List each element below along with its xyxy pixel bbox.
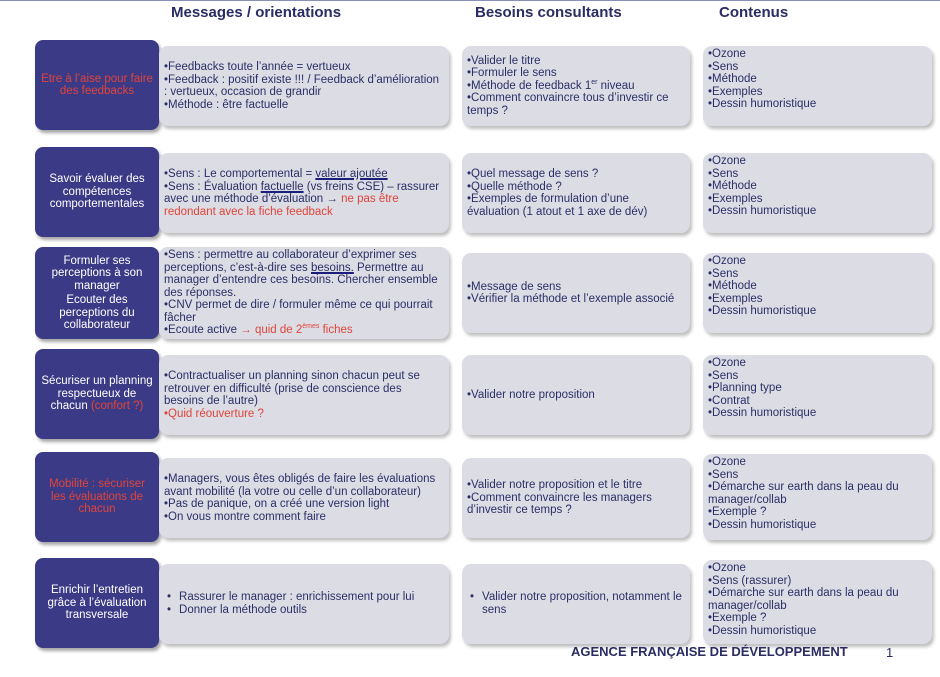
besoin-item: •Méthode de feedback 1er niveau (467, 78, 635, 92)
contenu-item: •Exemples (708, 192, 763, 205)
row-label (35, 349, 159, 439)
message-item: •Pas de panique, on a créé une version light (164, 498, 390, 510)
row-label-text: Enrichir l’entretien grâce à l’évaluation transversale (47, 584, 147, 622)
message-item: •Ecoute active → quid de 2èmes fiches (164, 323, 353, 337)
besoin-item: •Exemples de formulation d’une évaluation (1 atout et 1 axe de dév) (467, 193, 648, 218)
top-rule (0, 0, 940, 1)
message-item: •Sens : Évaluation factuelle (vs freins CSE) – rassurer avec une méthode d’évaluation → ne pas être redondant avec la fiche feedback (164, 180, 440, 218)
besoins-box (462, 153, 690, 233)
contenus-box (703, 153, 932, 233)
header-besoins: Besoins consultants (475, 4, 622, 21)
messages-box (159, 46, 449, 126)
header-contenus: Contenus (719, 4, 789, 21)
contenu-item: •Planning type (708, 382, 782, 394)
contenus-box (703, 355, 932, 435)
besoin-item: •Formuler le sens (467, 67, 557, 80)
footer-organization: AGENCE FRANÇAISE DE DÉVELOPPEMENT (571, 644, 848, 659)
message-item: •CNV permet de dire / formuler même ce qui pourrait fâcher (164, 299, 433, 324)
messages-box (159, 355, 449, 435)
row-label (35, 452, 159, 542)
besoin-item: •Comment convaincre tous d’investir ce temps ? (467, 92, 669, 117)
message-item: •Managers, vous êtes obligés de faire les évaluations avant mobilité (la votre ou celle d’un collaborateur) (164, 473, 436, 498)
besoin-item: •Valider notre proposition (467, 388, 595, 401)
contenu-item: •Dessin humoristique (708, 205, 817, 217)
message-item: •Feedbacks toute l’année = vertueux (164, 61, 351, 73)
messages-box (159, 458, 449, 538)
message-item: •Sens : Le comportemental = valeur ajoutée (164, 168, 388, 180)
message-item: •Sens : permettre au collaborateur d’exprimer ses perceptions, c’est-à-dire ses besoins. Permettre au manager d’entendre ces besoins. Chercher ensemble des réponses. (164, 249, 438, 299)
row-label-text: Etre à l’aise pour faire des feedbacks (41, 72, 153, 97)
besoin-item: •Quelle méthode ? (467, 180, 562, 193)
message-item: •Feedback : positif existe !!! / Feedback d’amélioration : vertueux, occasion de grandir (164, 73, 440, 98)
contenus-box (703, 454, 932, 540)
row-label-text: Mobilité : sécuriser les évaluations de chacun (49, 478, 145, 516)
contenu-item: •Contrat (708, 394, 750, 407)
row-label (35, 247, 159, 339)
header-messages: Messages / orientations (171, 4, 342, 21)
contenu-item: •Ozone (708, 255, 746, 267)
contenu-item: •Dessin humoristique (708, 518, 817, 531)
contenu-item: •Exemple ? (708, 506, 767, 518)
contenu-item: •Sens (708, 267, 739, 280)
contenu-item: •Méthode (708, 180, 757, 192)
message-item: •On vous montre comment faire (164, 510, 326, 523)
contenu-item: •Ozone (708, 48, 746, 60)
besoin-item: •Comment convaincre les managers d’investir ce temps ? (467, 491, 652, 517)
contenu-item: •Sens (708, 167, 739, 180)
row-label-text: Sécuriser un planning respectueux de chacun (confort ?) (41, 375, 153, 413)
row-label-text: Savoir évaluer des compétences comportementales (49, 173, 145, 211)
besoin-item: •Quel message de sens ? (467, 168, 599, 180)
contenu-item: •Méthode (708, 73, 757, 85)
contenu-item: •Ozone (708, 357, 746, 369)
besoins-box (462, 46, 690, 126)
contenu-item: •Dessin humoristique (708, 305, 817, 317)
besoins-box (462, 458, 690, 538)
contenu-item: •Sens (708, 369, 739, 382)
contenu-item: •Exemple ? (708, 612, 767, 624)
contenu-item: •Sens (rassurer) (708, 574, 792, 587)
page-number: 1 (886, 645, 894, 660)
contenu-item: •Dessin humoristique (708, 98, 817, 110)
besoin-item: •Vérifier la méthode et l’exemple associé (467, 293, 675, 305)
row-label-text: Formuler ses perceptions à son manager (51, 254, 143, 292)
besoins-box (462, 253, 690, 333)
contenu-item: •Démarche sur earth dans la peau du manager/collab (708, 481, 899, 506)
messages-box (159, 564, 449, 644)
contenu-item: •Méthode (708, 280, 757, 292)
contenu-item: •Exemples (708, 292, 763, 305)
contenu-item: •Démarche sur earth dans la peau du manager/collab (708, 587, 899, 612)
contenu-item: •Sens (708, 60, 739, 73)
besoins-box (462, 564, 690, 644)
row-label (35, 40, 159, 130)
contenu-item: •Ozone (708, 456, 746, 468)
contenus-box (703, 46, 932, 126)
contenu-item: •Sens (708, 468, 739, 481)
message-item: •Contractualiser un planning sinon chacun peut se retrouver en difficulté (prise de conscience des besoins de l’autre) (164, 370, 420, 407)
row-label-text-2: Ecouter des perceptions du collaborateur (59, 294, 135, 331)
message-item: •Quid réouverture ? (164, 407, 264, 420)
contenus-box (703, 560, 932, 644)
besoin-item: • Valider notre proposition, notamment le sens (470, 591, 682, 616)
contenu-item: •Dessin humoristique (708, 624, 817, 637)
contenu-item: •Dessin humoristique (708, 407, 817, 419)
contenu-item: •Ozone (708, 155, 746, 167)
messages-box (159, 247, 449, 339)
contenus-box (703, 253, 932, 333)
messages-box (159, 153, 449, 233)
besoin-item: •Message de sens (467, 280, 562, 293)
besoins-box (462, 355, 690, 435)
row-label (35, 147, 159, 237)
row-label (35, 558, 159, 648)
besoin-item: •Valider notre proposition et le titre (467, 479, 643, 492)
message-item: • Rassurer le manager : enrichissement pour lui (167, 590, 415, 603)
message-item: •Méthode : être factuelle (164, 98, 289, 111)
besoin-item: •Valider le titre (467, 54, 541, 67)
contenu-item: •Exemples (708, 85, 763, 98)
contenu-item: •Ozone (708, 562, 746, 574)
message-item: • Donner la méthode outils (167, 604, 307, 616)
